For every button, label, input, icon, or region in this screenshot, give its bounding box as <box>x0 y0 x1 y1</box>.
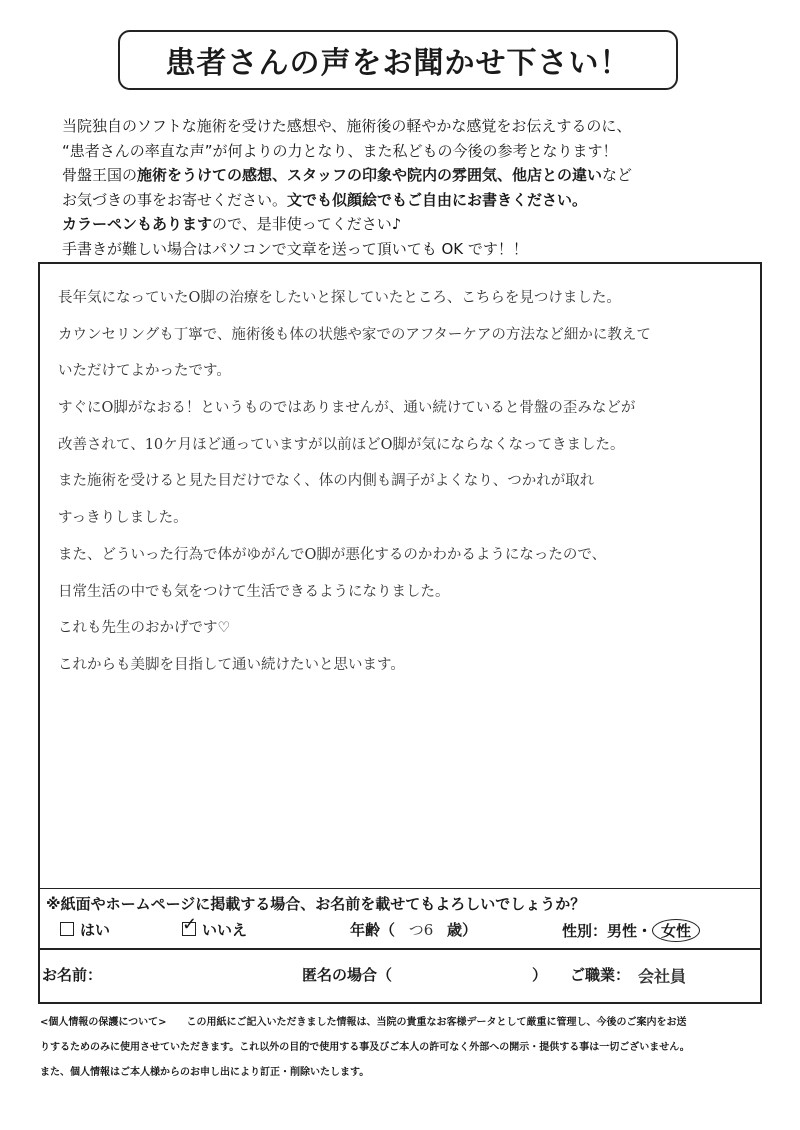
job-value: 会社員 <box>638 967 687 986</box>
age-field[interactable] <box>350 919 477 940</box>
intro-line-3 <box>62 163 762 188</box>
intro-line-4 <box>62 188 762 213</box>
gender-female-selected[interactable]: 女性 <box>652 919 700 942</box>
intro-line-5 <box>62 212 762 237</box>
comment-line: これも先生のおかげです♡ <box>58 620 231 637</box>
anon-close: ） <box>532 966 548 984</box>
comment-line: また、どういった行為で体がゆがんでO脚が悪化するのかわかるようになったので、 <box>58 546 607 563</box>
consent-question: ※紙面やホームページに掲載する場合、お名前を載せてもよろしいでしょうか？ <box>46 895 586 913</box>
yes-label: はい <box>80 921 111 939</box>
consent-section <box>38 888 762 948</box>
anon-label: 匿名の場合（ <box>302 966 393 984</box>
gender-field[interactable] <box>562 919 700 942</box>
intro-line-3-post: など <box>602 166 633 184</box>
intro-line-2: “患者さんの率直な声”が何よりの力となり、また私どもの今後の参考となります！ <box>62 141 618 160</box>
intro-line-3-pre: 骨盤王国の <box>62 166 138 184</box>
yes-checkbox[interactable] <box>60 922 74 936</box>
comment-line: 改善されて、10ケ月ほど通っていますが以前ほどO脚が気にならなくなってきました。 <box>58 436 625 453</box>
privacy-line-1: <個人情報の保護について> この用紙にご記入いただきました情報は、当院の貴重なお客様データとして厳重に管理し、今後のご案内をお送 <box>40 1017 687 1028</box>
intro-line-4-pre: お気づきの事をお寄せください。 <box>62 190 288 209</box>
privacy-notice <box>40 1010 762 1085</box>
consent-no-option[interactable] <box>182 914 248 940</box>
intro-text <box>62 114 762 261</box>
name-label: お名前： <box>42 966 103 984</box>
age-suffix: 歳） <box>447 921 478 939</box>
comment-line: すっきりしました。 <box>58 510 188 527</box>
comment-line: これからも美脚を目指して通い続けたいと思います。 <box>58 656 405 673</box>
comment-line: いただけてよかったです。 <box>58 363 231 380</box>
consent-yes-option[interactable] <box>60 919 110 940</box>
privacy-line-3: また、個人情報はご本人様からのお申し出により訂正・削除いたします。 <box>40 1067 370 1078</box>
check-mark-icon: ✓ <box>182 914 198 935</box>
age-label: 年齢（ <box>350 921 396 939</box>
intro-line-5-post: ので、是非使ってください♪ <box>212 215 402 233</box>
job-label: ご職業： <box>570 966 631 984</box>
handwritten-comment <box>58 280 758 684</box>
intro-line-1: 当院独自のソフトな施術を受けた感想や、施術後の軽やかな感覚をお伝えするのに、 <box>62 117 632 135</box>
privacy-line-2: りするためのみに使用させていただきます。これ以外の目的で使用する事及びご本人の許可なく外部への開示・提供する事は一切ございません。 <box>40 1042 690 1053</box>
comment-line: また施術を受けると見た目だけでなく、体の内側も調子がよくなり、つかれが取れ <box>58 473 595 490</box>
comment-line: 日常生活の中でも気をつけて生活できるようになりました。 <box>58 583 450 600</box>
intro-line-5-bold: カラーペンもあります <box>62 215 213 233</box>
intro-line-6: 手書きが難しい場合はパソコンで文章を送って頂いても OK です！！ <box>62 239 528 258</box>
age-value: つ6 <box>408 921 434 939</box>
intro-line-3-bold: 施術をうけての感想、スタッフの印象や院内の雰囲気、他店との違い <box>137 166 603 184</box>
no-label: いいえ <box>202 921 248 939</box>
gender-label: 性別：男性・ <box>562 922 653 940</box>
comment-line: カウンセリングも丁寧で、施術後も体の状態や家でのアフターケアの方法など細かに教えて <box>58 326 651 343</box>
comment-line: すぐにO脚がなおる！というものではありませんが、通い続けていると骨盤の歪みなどが <box>58 400 636 417</box>
comment-line: 長年気になっていたO脚の治療をしたいと探していたところ、こちらを見つけました。 <box>58 290 621 306</box>
name-section <box>38 948 762 1004</box>
page-title: 患者さんの声をお聞かせ下さい！ <box>118 30 678 90</box>
no-checkbox[interactable] <box>182 914 198 936</box>
intro-line-4-bold: 文でも似顔絵でもご自由にお書きください。 <box>287 190 588 209</box>
